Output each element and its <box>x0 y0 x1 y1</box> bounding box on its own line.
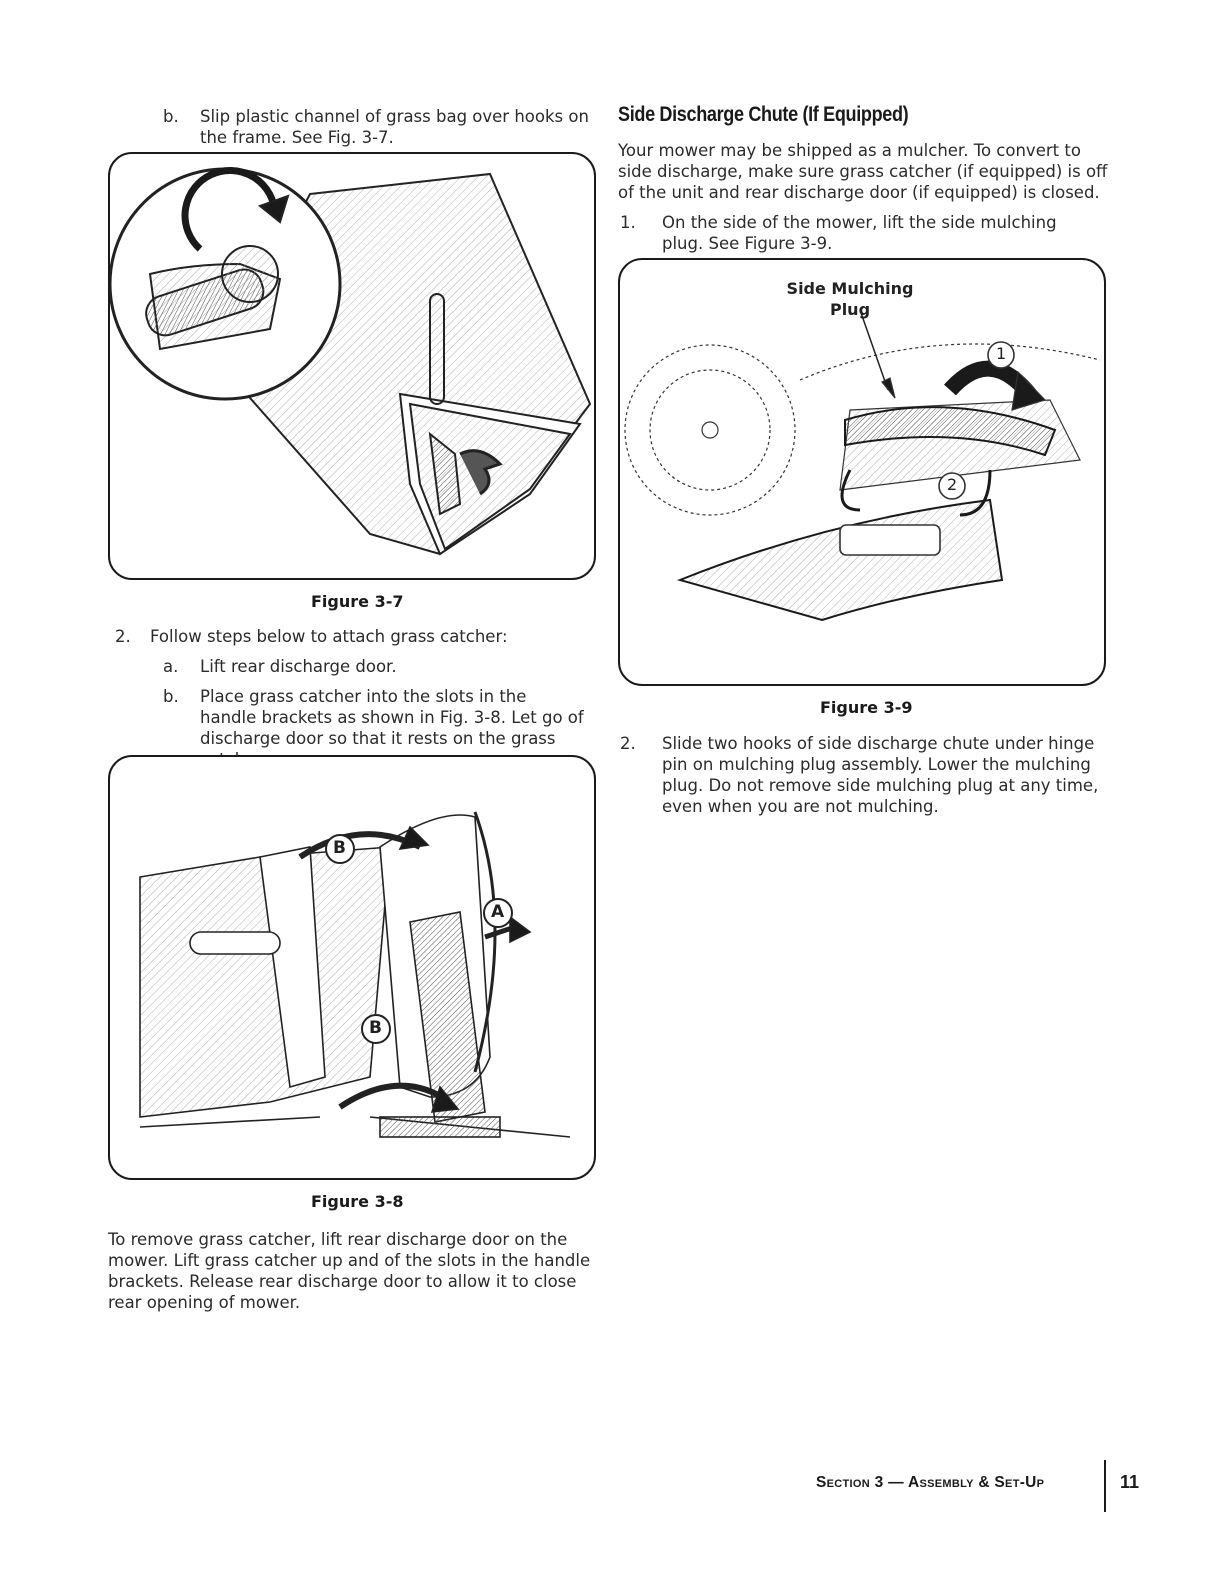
callout-b-top: B <box>333 838 346 858</box>
figure-3-9 <box>618 258 1106 686</box>
figure-3-7 <box>108 152 596 580</box>
intro-paragraph: Your mower may be shipped as a mulcher. To convert to side discharge, make sure grass catcher (if equipped) is off of the unit and rear discharge door (if equipped) is closed. <box>618 141 1108 202</box>
figure-caption: Figure 3-9 <box>820 698 913 717</box>
remove-paragraph: To remove grass catcher, lift rear discharge door on the mower. Lift grass catcher up and of the slots in the handle brackets. Release rear discharge door to allow it to close rear opening of mower. <box>108 1230 591 1312</box>
figure-label <box>750 278 950 320</box>
callout-1: 1 <box>996 344 1007 363</box>
step-text: Lift rear discharge door. <box>200 657 397 676</box>
figure-3-8 <box>108 755 596 1180</box>
step-text: Slip plastic channel of grass bag over hooks on the frame. See Fig. 3-7. <box>200 107 589 147</box>
figure-caption: Figure 3-7 <box>311 592 404 611</box>
step-text: Place grass catcher into the slots in the handle brackets as shown in Fig. 3-8. Let go of discharge door so that it rests on the grass <box>200 687 584 748</box>
step-marker: 2. <box>620 734 636 753</box>
section-heading: Side Discharge Chute (If Equipped) <box>618 103 909 126</box>
label-line-2: Plug <box>829 300 871 319</box>
footer-divider <box>1104 1460 1106 1512</box>
step-marker: 1. <box>620 213 636 232</box>
step-marker: b. <box>163 687 179 706</box>
page-number: 11 <box>1120 1472 1140 1492</box>
step-text: Slide two hooks of side discharge chute under hinge pin on mulching plug assembly. Lower the mulching plug. Do not remove side mulching plug at any time, even when you are not mulching. <box>662 734 1099 816</box>
step-marker: b. <box>163 107 179 126</box>
footer-section: Section 3 — Assembly & Set-Up <box>816 1474 1045 1491</box>
step-text: Follow steps below to attach grass catcher: <box>150 627 508 646</box>
label-line-1: Side Mulching <box>786 279 914 298</box>
step-marker: 2. <box>115 627 131 646</box>
figure-caption: Figure 3-8 <box>311 1192 404 1211</box>
callout-2: 2 <box>947 475 958 494</box>
callout-b-bottom: B <box>369 1018 382 1038</box>
callout-a: A <box>491 902 505 922</box>
step-text: On the side of the mower, lift the side mulching plug. See Figure 3-9. <box>662 213 1057 253</box>
step-marker: a. <box>163 657 179 676</box>
